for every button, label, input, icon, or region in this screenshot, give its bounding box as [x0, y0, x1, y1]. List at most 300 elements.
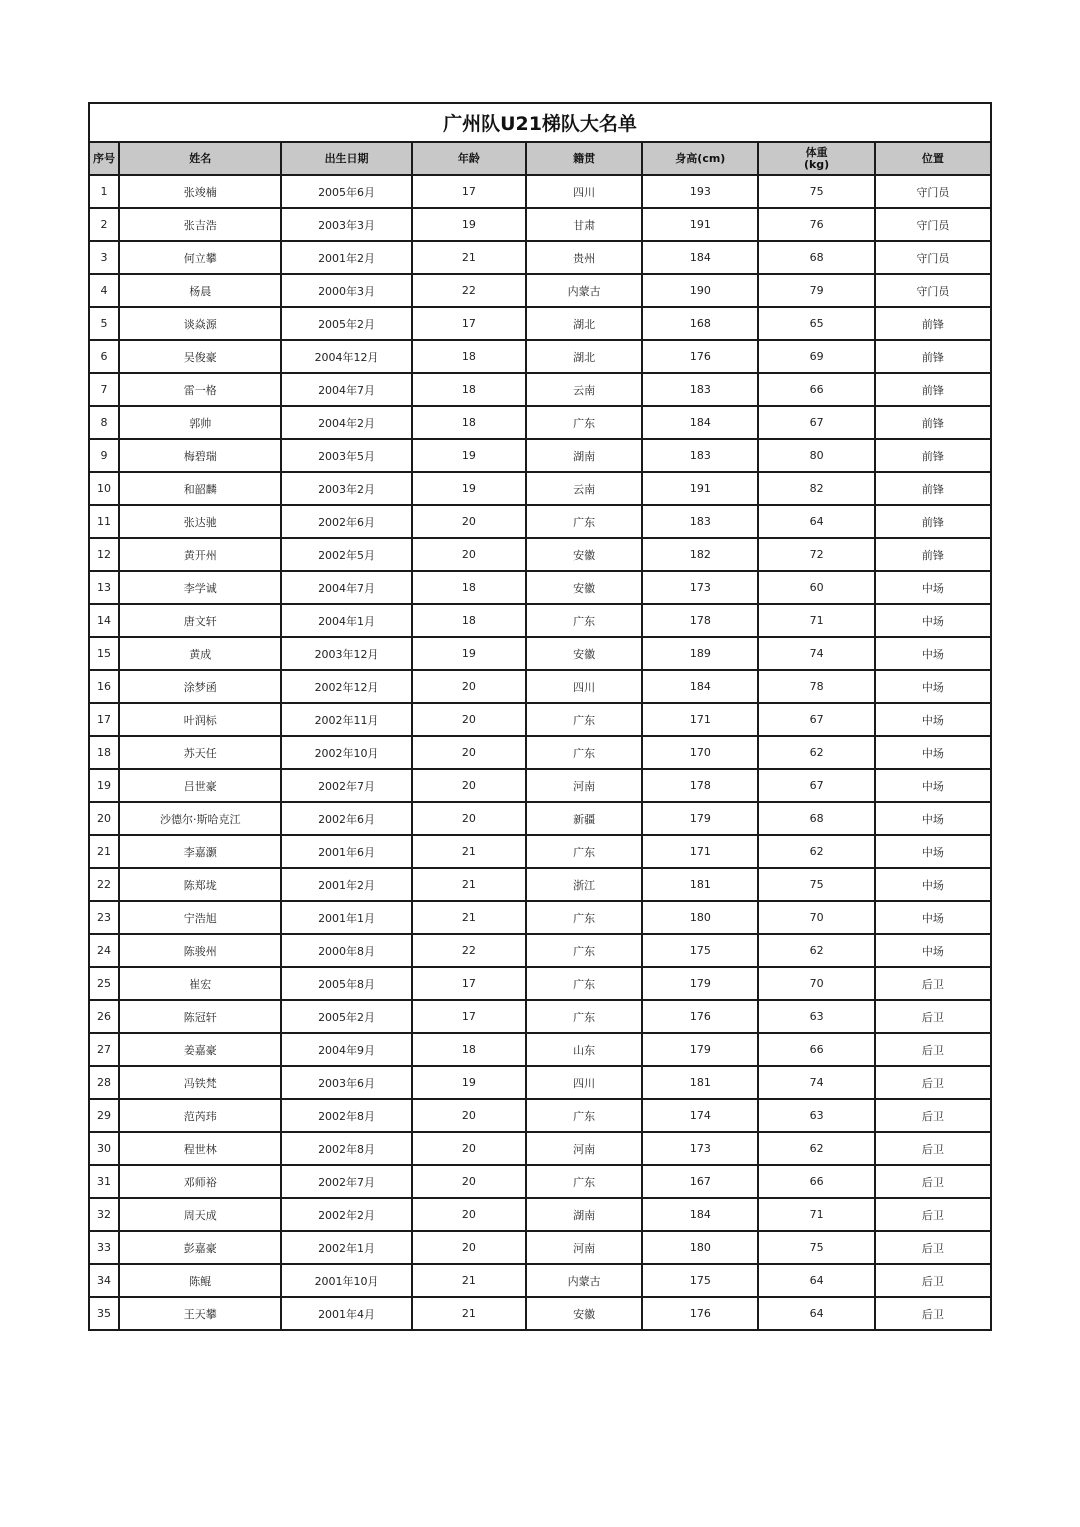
cell-height: 176: [642, 1297, 758, 1330]
cell-birth: 2004年1月: [281, 604, 411, 637]
cell-weight: 64: [758, 505, 874, 538]
cell-age: 22: [412, 934, 526, 967]
cell-height: 179: [642, 1033, 758, 1066]
cell-position: 前锋: [875, 373, 991, 406]
cell-height: 176: [642, 340, 758, 373]
cell-index: 13: [89, 571, 119, 604]
cell-position: 前锋: [875, 340, 991, 373]
cell-index: 35: [89, 1297, 119, 1330]
cell-age: 20: [412, 538, 526, 571]
cell-index: 34: [89, 1264, 119, 1297]
cell-height: 183: [642, 505, 758, 538]
cell-position: 后卫: [875, 1033, 991, 1066]
cell-age: 20: [412, 736, 526, 769]
cell-index: 23: [89, 901, 119, 934]
cell-name: 唐文轩: [119, 604, 281, 637]
cell-birth: 2005年2月: [281, 307, 411, 340]
cell-height: 179: [642, 967, 758, 1000]
cell-weight: 62: [758, 835, 874, 868]
header-row: [89, 142, 991, 175]
cell-index: 6: [89, 340, 119, 373]
cell-birth: 2004年12月: [281, 340, 411, 373]
cell-age: 20: [412, 670, 526, 703]
header-birth: 出生日期: [281, 142, 411, 175]
cell-birth: 2001年4月: [281, 1297, 411, 1330]
cell-origin: 广东: [526, 736, 642, 769]
cell-age: 22: [412, 274, 526, 307]
table-row: [89, 274, 991, 307]
header-position: 位置: [875, 142, 991, 175]
cell-position: 守门员: [875, 175, 991, 208]
cell-name: 崔宏: [119, 967, 281, 1000]
cell-position: 前锋: [875, 538, 991, 571]
cell-position: 中场: [875, 736, 991, 769]
cell-weight: 62: [758, 934, 874, 967]
cell-position: 前锋: [875, 406, 991, 439]
cell-name: 郭帅: [119, 406, 281, 439]
cell-weight: 67: [758, 703, 874, 736]
cell-height: 175: [642, 1264, 758, 1297]
cell-height: 171: [642, 835, 758, 868]
cell-index: 33: [89, 1231, 119, 1264]
cell-height: 174: [642, 1099, 758, 1132]
cell-birth: 2005年2月: [281, 1000, 411, 1033]
cell-weight: 71: [758, 1198, 874, 1231]
cell-origin: 云南: [526, 472, 642, 505]
cell-weight: 82: [758, 472, 874, 505]
table-row: [89, 538, 991, 571]
cell-index: 31: [89, 1165, 119, 1198]
cell-birth: 2002年8月: [281, 1099, 411, 1132]
cell-origin: 广东: [526, 1000, 642, 1033]
table-row: [89, 439, 991, 472]
cell-birth: 2004年9月: [281, 1033, 411, 1066]
cell-height: 178: [642, 769, 758, 802]
cell-index: 26: [89, 1000, 119, 1033]
cell-index: 18: [89, 736, 119, 769]
cell-birth: 2001年2月: [281, 241, 411, 274]
cell-origin: 安徽: [526, 1297, 642, 1330]
cell-index: 12: [89, 538, 119, 571]
cell-age: 19: [412, 1066, 526, 1099]
cell-origin: 安徽: [526, 637, 642, 670]
header-weight-unit: (kg): [803, 157, 830, 171]
cell-weight: 65: [758, 307, 874, 340]
table-row: [89, 1066, 991, 1099]
cell-index: 2: [89, 208, 119, 241]
cell-age: 20: [412, 1198, 526, 1231]
cell-weight: 75: [758, 175, 874, 208]
cell-index: 19: [89, 769, 119, 802]
cell-name: 彭嘉豪: [119, 1231, 281, 1264]
cell-name: 苏天任: [119, 736, 281, 769]
cell-height: 167: [642, 1165, 758, 1198]
cell-origin: 广东: [526, 901, 642, 934]
table-row: [89, 934, 991, 967]
cell-index: 30: [89, 1132, 119, 1165]
cell-weight: 68: [758, 802, 874, 835]
cell-age: 20: [412, 505, 526, 538]
cell-height: 193: [642, 175, 758, 208]
cell-age: 20: [412, 1132, 526, 1165]
cell-weight: 60: [758, 571, 874, 604]
cell-age: 20: [412, 802, 526, 835]
cell-position: 中场: [875, 901, 991, 934]
cell-name: 程世林: [119, 1132, 281, 1165]
cell-position: 守门员: [875, 274, 991, 307]
cell-index: 22: [89, 868, 119, 901]
table-row: [89, 1000, 991, 1033]
cell-birth: 2002年2月: [281, 1198, 411, 1231]
cell-age: 17: [412, 1000, 526, 1033]
header-index: 序号: [89, 142, 119, 175]
cell-name: 雷一格: [119, 373, 281, 406]
cell-position: 前锋: [875, 439, 991, 472]
cell-name: 张吉浩: [119, 208, 281, 241]
cell-index: 3: [89, 241, 119, 274]
cell-origin: 广东: [526, 1099, 642, 1132]
cell-birth: 2003年5月: [281, 439, 411, 472]
cell-height: 189: [642, 637, 758, 670]
cell-position: 后卫: [875, 1264, 991, 1297]
cell-index: 20: [89, 802, 119, 835]
cell-origin: 云南: [526, 373, 642, 406]
cell-age: 19: [412, 637, 526, 670]
cell-name: 杨晨: [119, 274, 281, 307]
cell-name: 沙德尔·斯哈克江: [119, 802, 281, 835]
cell-birth: 2004年2月: [281, 406, 411, 439]
cell-origin: 广东: [526, 703, 642, 736]
cell-index: 28: [89, 1066, 119, 1099]
cell-birth: 2001年10月: [281, 1264, 411, 1297]
cell-birth: 2003年6月: [281, 1066, 411, 1099]
cell-position: 中场: [875, 868, 991, 901]
cell-origin: 湖南: [526, 439, 642, 472]
cell-name: 黄开州: [119, 538, 281, 571]
cell-origin: 四川: [526, 670, 642, 703]
cell-name: 王天攀: [119, 1297, 281, 1330]
cell-birth: 2002年11月: [281, 703, 411, 736]
cell-origin: 广东: [526, 1165, 642, 1198]
cell-weight: 67: [758, 406, 874, 439]
cell-position: 中场: [875, 604, 991, 637]
cell-height: 181: [642, 1066, 758, 1099]
cell-height: 183: [642, 439, 758, 472]
table-row: [89, 1033, 991, 1066]
cell-weight: 69: [758, 340, 874, 373]
cell-name: 周天成: [119, 1198, 281, 1231]
cell-age: 18: [412, 340, 526, 373]
cell-height: 184: [642, 406, 758, 439]
header-name: 姓名: [119, 142, 281, 175]
table-row: [89, 241, 991, 274]
cell-index: 16: [89, 670, 119, 703]
cell-birth: 2001年1月: [281, 901, 411, 934]
title-row: [89, 103, 991, 142]
table-row: [89, 1132, 991, 1165]
table-row: [89, 340, 991, 373]
table-row: [89, 406, 991, 439]
cell-height: 176: [642, 1000, 758, 1033]
cell-weight: 72: [758, 538, 874, 571]
cell-origin: 广东: [526, 505, 642, 538]
cell-birth: 2005年8月: [281, 967, 411, 1000]
cell-index: 25: [89, 967, 119, 1000]
cell-name: 宁浩旭: [119, 901, 281, 934]
cell-position: 后卫: [875, 1231, 991, 1264]
table-row: [89, 472, 991, 505]
cell-age: 18: [412, 1033, 526, 1066]
cell-height: 173: [642, 571, 758, 604]
cell-position: 后卫: [875, 1099, 991, 1132]
cell-birth: 2004年7月: [281, 571, 411, 604]
roster-body: [89, 175, 991, 1330]
cell-age: 18: [412, 406, 526, 439]
cell-weight: 70: [758, 901, 874, 934]
cell-birth: 2002年7月: [281, 769, 411, 802]
cell-height: 171: [642, 703, 758, 736]
cell-origin: 河南: [526, 769, 642, 802]
cell-height: 191: [642, 208, 758, 241]
cell-height: 182: [642, 538, 758, 571]
table-row: [89, 835, 991, 868]
cell-index: 17: [89, 703, 119, 736]
header-weight: [758, 142, 874, 175]
cell-age: 18: [412, 373, 526, 406]
cell-origin: 山东: [526, 1033, 642, 1066]
cell-height: 178: [642, 604, 758, 637]
cell-name: 张竣楠: [119, 175, 281, 208]
cell-position: 后卫: [875, 1297, 991, 1330]
cell-birth: 2002年6月: [281, 505, 411, 538]
cell-name: 黄成: [119, 637, 281, 670]
cell-position: 中场: [875, 934, 991, 967]
cell-origin: 新疆: [526, 802, 642, 835]
cell-weight: 62: [758, 1132, 874, 1165]
cell-position: 后卫: [875, 1165, 991, 1198]
cell-index: 8: [89, 406, 119, 439]
cell-origin: 四川: [526, 1066, 642, 1099]
cell-age: 21: [412, 1264, 526, 1297]
cell-name: 冯铁梵: [119, 1066, 281, 1099]
cell-birth: 2001年2月: [281, 868, 411, 901]
cell-birth: 2003年2月: [281, 472, 411, 505]
cell-weight: 79: [758, 274, 874, 307]
table-row: [89, 208, 991, 241]
cell-age: 17: [412, 307, 526, 340]
cell-index: 27: [89, 1033, 119, 1066]
table-row: [89, 1297, 991, 1330]
cell-index: 9: [89, 439, 119, 472]
cell-birth: 2002年12月: [281, 670, 411, 703]
cell-age: 18: [412, 604, 526, 637]
cell-age: 21: [412, 241, 526, 274]
cell-weight: 78: [758, 670, 874, 703]
cell-height: 184: [642, 241, 758, 274]
cell-origin: 广东: [526, 406, 642, 439]
cell-origin: 广东: [526, 835, 642, 868]
table-row: [89, 571, 991, 604]
cell-position: 后卫: [875, 967, 991, 1000]
cell-index: 14: [89, 604, 119, 637]
cell-index: 4: [89, 274, 119, 307]
table-row: [89, 1198, 991, 1231]
cell-name: 涂梦函: [119, 670, 281, 703]
header-weight-label: 体重: [805, 145, 828, 159]
cell-origin: 内蒙古: [526, 274, 642, 307]
cell-height: 190: [642, 274, 758, 307]
cell-position: 中场: [875, 802, 991, 835]
table-row: [89, 1099, 991, 1132]
table-row: [89, 175, 991, 208]
cell-index: 15: [89, 637, 119, 670]
cell-age: 21: [412, 868, 526, 901]
cell-weight: 68: [758, 241, 874, 274]
cell-origin: 广东: [526, 967, 642, 1000]
cell-name: 张达驰: [119, 505, 281, 538]
cell-position: 守门员: [875, 208, 991, 241]
cell-height: 191: [642, 472, 758, 505]
cell-index: 24: [89, 934, 119, 967]
cell-birth: 2001年6月: [281, 835, 411, 868]
cell-name: 范芮玮: [119, 1099, 281, 1132]
cell-weight: 74: [758, 1066, 874, 1099]
cell-origin: 安徽: [526, 538, 642, 571]
cell-index: 11: [89, 505, 119, 538]
cell-origin: 湖北: [526, 340, 642, 373]
table-row: [89, 736, 991, 769]
cell-height: 180: [642, 1231, 758, 1264]
cell-position: 中场: [875, 571, 991, 604]
cell-height: 179: [642, 802, 758, 835]
cell-weight: 70: [758, 967, 874, 1000]
cell-position: 中场: [875, 670, 991, 703]
cell-birth: 2002年8月: [281, 1132, 411, 1165]
cell-weight: 66: [758, 1165, 874, 1198]
cell-origin: 湖南: [526, 1198, 642, 1231]
cell-age: 19: [412, 472, 526, 505]
cell-position: 守门员: [875, 241, 991, 274]
cell-index: 21: [89, 835, 119, 868]
cell-index: 5: [89, 307, 119, 340]
cell-weight: 67: [758, 769, 874, 802]
cell-age: 18: [412, 571, 526, 604]
cell-name: 陈骏州: [119, 934, 281, 967]
cell-age: 19: [412, 208, 526, 241]
cell-name: 吕世豪: [119, 769, 281, 802]
cell-origin: 甘肃: [526, 208, 642, 241]
cell-origin: 安徽: [526, 571, 642, 604]
table-row: [89, 1231, 991, 1264]
table-row: [89, 802, 991, 835]
cell-age: 20: [412, 1165, 526, 1198]
cell-height: 180: [642, 901, 758, 934]
table-row: [89, 1264, 991, 1297]
cell-origin: 河南: [526, 1132, 642, 1165]
cell-birth: 2003年12月: [281, 637, 411, 670]
cell-name: 陈郑垅: [119, 868, 281, 901]
table-row: [89, 703, 991, 736]
cell-age: 21: [412, 835, 526, 868]
cell-birth: 2002年1月: [281, 1231, 411, 1264]
table-row: [89, 1165, 991, 1198]
table-row: [89, 637, 991, 670]
cell-position: 后卫: [875, 1066, 991, 1099]
cell-weight: 64: [758, 1297, 874, 1330]
cell-height: 184: [642, 670, 758, 703]
table-row: [89, 670, 991, 703]
table-row: [89, 505, 991, 538]
header-origin: 籍贯: [526, 142, 642, 175]
cell-position: 中场: [875, 637, 991, 670]
cell-birth: 2002年5月: [281, 538, 411, 571]
cell-name: 吴俊豪: [119, 340, 281, 373]
cell-position: 中场: [875, 835, 991, 868]
table-row: [89, 604, 991, 637]
cell-age: 20: [412, 1231, 526, 1264]
cell-weight: 75: [758, 868, 874, 901]
cell-weight: 63: [758, 1000, 874, 1033]
cell-index: 1: [89, 175, 119, 208]
cell-age: 17: [412, 967, 526, 1000]
cell-height: 175: [642, 934, 758, 967]
cell-origin: 河南: [526, 1231, 642, 1264]
cell-name: 邓师裕: [119, 1165, 281, 1198]
cell-origin: 贵州: [526, 241, 642, 274]
cell-weight: 74: [758, 637, 874, 670]
cell-age: 20: [412, 703, 526, 736]
cell-index: 10: [89, 472, 119, 505]
cell-weight: 66: [758, 373, 874, 406]
cell-name: 叶润标: [119, 703, 281, 736]
cell-name: 梅碧瑞: [119, 439, 281, 472]
cell-origin: 广东: [526, 604, 642, 637]
cell-position: 前锋: [875, 505, 991, 538]
cell-birth: 2000年8月: [281, 934, 411, 967]
cell-weight: 66: [758, 1033, 874, 1066]
cell-index: 32: [89, 1198, 119, 1231]
table-row: [89, 967, 991, 1000]
cell-weight: 62: [758, 736, 874, 769]
cell-height: 181: [642, 868, 758, 901]
table-row: [89, 769, 991, 802]
header-age: 年龄: [412, 142, 526, 175]
cell-origin: 广东: [526, 934, 642, 967]
cell-position: 中场: [875, 703, 991, 736]
cell-age: 17: [412, 175, 526, 208]
cell-position: 中场: [875, 769, 991, 802]
cell-birth: 2002年10月: [281, 736, 411, 769]
cell-height: 170: [642, 736, 758, 769]
page-title: 广州队U21梯队大名单: [89, 103, 991, 142]
cell-position: 后卫: [875, 1198, 991, 1231]
cell-weight: 76: [758, 208, 874, 241]
cell-birth: 2005年6月: [281, 175, 411, 208]
cell-birth: 2003年3月: [281, 208, 411, 241]
cell-weight: 63: [758, 1099, 874, 1132]
cell-position: 后卫: [875, 1132, 991, 1165]
cell-weight: 75: [758, 1231, 874, 1264]
table-row: [89, 868, 991, 901]
cell-birth: 2000年3月: [281, 274, 411, 307]
cell-weight: 64: [758, 1264, 874, 1297]
cell-name: 何立攀: [119, 241, 281, 274]
cell-index: 7: [89, 373, 119, 406]
cell-name: 陈冠轩: [119, 1000, 281, 1033]
cell-birth: 2002年6月: [281, 802, 411, 835]
cell-height: 168: [642, 307, 758, 340]
cell-birth: 2004年7月: [281, 373, 411, 406]
